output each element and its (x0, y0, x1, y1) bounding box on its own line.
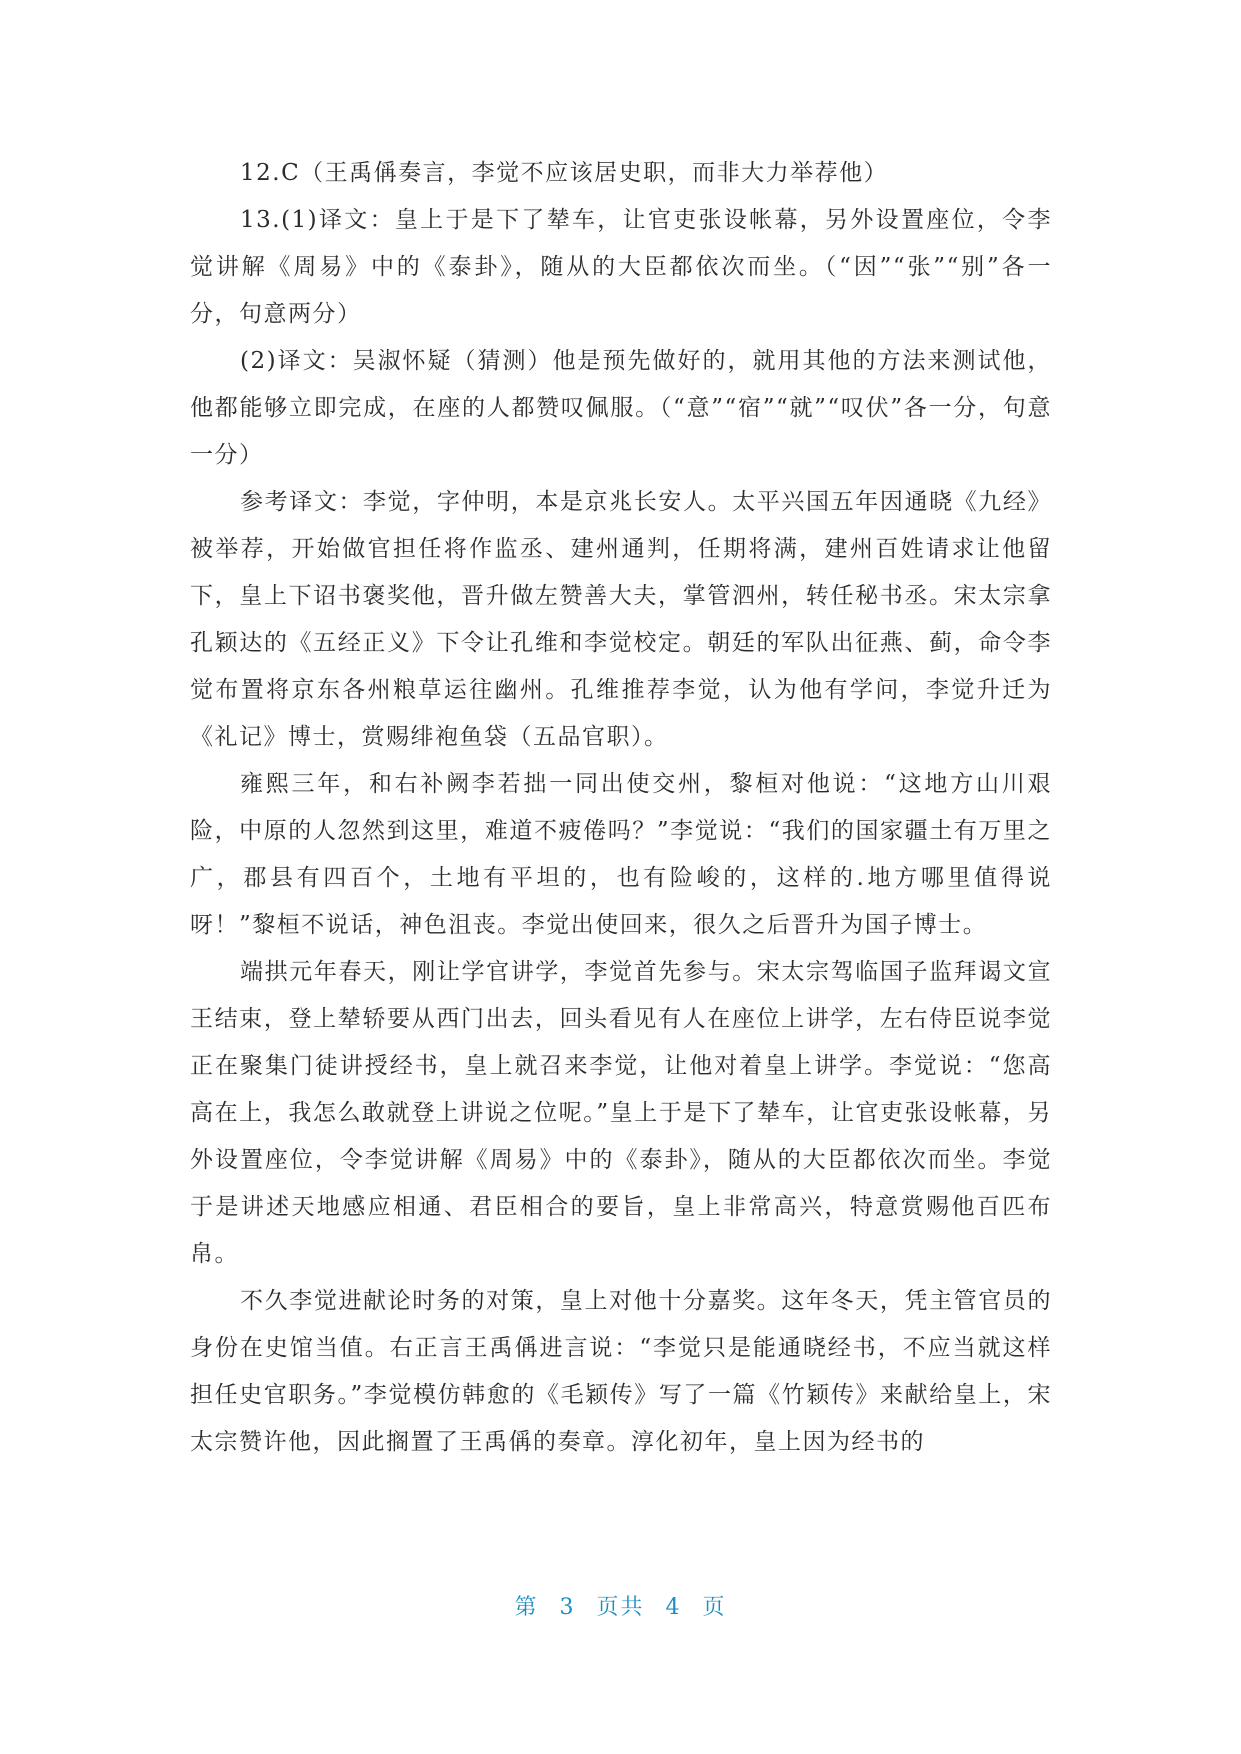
footer-suffix: 页 (702, 1595, 727, 1620)
translation-paragraph: 不久李觉进献论时务的对策，皇上对他十分嘉奖。这年冬天，凭主管官员的身份在史馆当值。右正言王禹偁进言说：“李觉只是能通晓经书，不应当就这样担任史官职务。”李觉模仿韩愈的《毛颖传》写了一篇《竹颖传》来献给皇上，宋太宗赞许他，因此搁置了王禹偁的奏章。淳化初年，皇上因为经书的 (190, 1288, 1052, 1455)
footer-middle: 页共 (596, 1595, 645, 1620)
answer-13-part-1: 13.(1)译文：皇上于是下了辇车，让官吏张设帐幕，另外设置座位，令李觉讲解《周易》中的《泰卦》，随从的大臣都依次而坐。（“因”“张”“别”各一分，句意两分） (190, 207, 1052, 327)
answer-12: 12.C（王禹偁奏言，李觉不应该居史职，而非大力举荐他） (240, 160, 889, 186)
page-number-footer (0, 1590, 1241, 1621)
answer-13-part-2: (2)译文：吴淑怀疑（猜测）他是预先做好的，就用其他的方法来测试他，他都能够立即完成，在座的人都赞叹佩服。（“意”“宿”“就”“叹伏”各一分，句意一分） (190, 348, 1052, 468)
reference-translation-paragraph: 参考译文：李觉，字仲明，本是京兆长安人。太平兴国五年因通晓《九经》被举荐，开始做官担任将作监丞、建州通判，任期将满，建州百姓请求让他留下，皇上下诏书褒奖他，晋升做左赞善大夫，掌管泗州，转任秘书丞。宋太宗拿孔颖达的《五经正义》下令让孔维和李觉校定。朝廷的军队出征燕、蓟，命令李觉布置将京东各州粮草运往幽州。孔维推荐李觉，认为他有学问，李觉升迁为《礼记》博士，赏赐绯袍鱼袋（五品官职）。 (190, 489, 1052, 750)
document-body (190, 150, 1052, 1466)
total-page-number: 4 (665, 1595, 682, 1620)
current-page-number: 3 (559, 1595, 576, 1620)
translation-paragraph: 雍熙三年，和右补阙李若拙一同出使交州，黎桓对他说：“这地方山川艰险，中原的人忽然到这里，难道不疲倦吗？”李觉说：“我们的国家疆土有万里之广，郡县有四百个，土地有平坦的，也有险峻的，这样的.地方哪里值得说呀！”黎桓不说话，神色沮丧。李觉出使回来，很久之后晋升为国子博士。 (190, 771, 1052, 938)
translation-paragraph: 端拱元年春天，刚让学官讲学，李觉首先参与。宋太宗驾临国子监拜谒文宣王结束，登上辇轿要从西门出去，回头看见有人在座位上讲学，左右侍臣说李觉正在聚集门徒讲授经书，皇上就召来李觉，让他对着皇上讲学。李觉说：“您高高在上，我怎么敢就登上讲说之位呢。”皇上于是下了辇车，让官吏张设帐幕，另外设置座位，令李觉讲解《周易》中的《泰卦》，随从的大臣都依次而坐。李觉于是讲述天地感应相通、君臣相合的要旨，皇上非常高兴，特意赏赐他百匹布帛。 (190, 959, 1052, 1267)
footer-prefix: 第 (514, 1595, 539, 1620)
